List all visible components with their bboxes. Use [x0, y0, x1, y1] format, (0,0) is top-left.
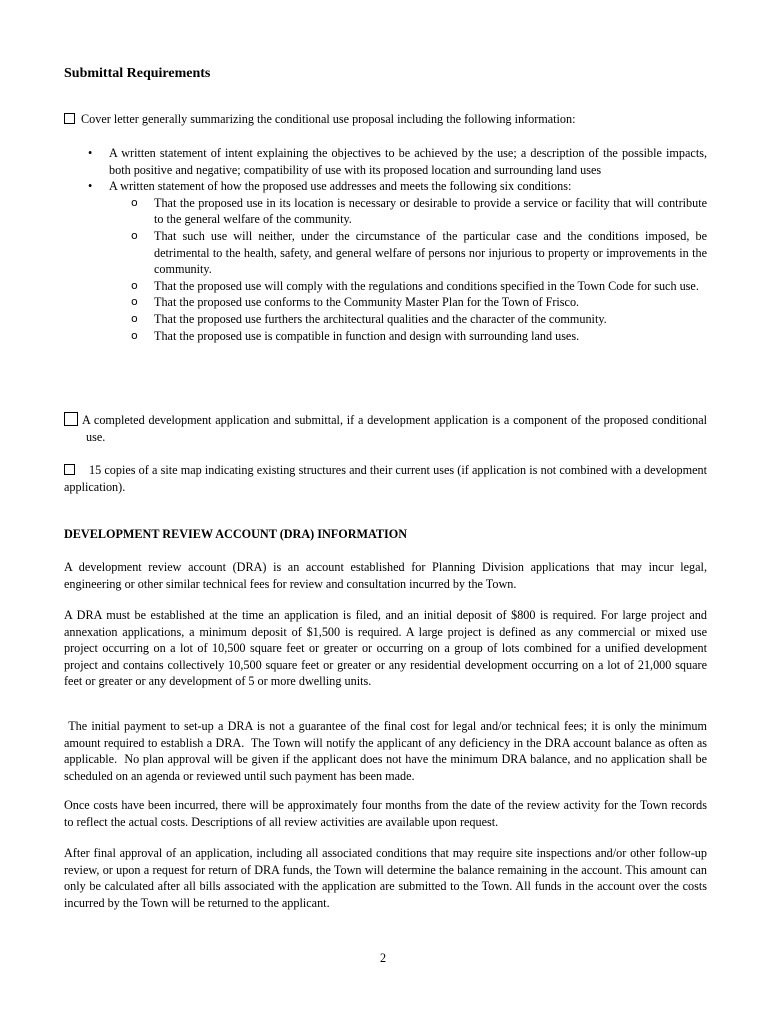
circle-bullet-icon: o: [131, 195, 138, 209]
condition-item: o That the proposed use in its location is necessary or desirable to provide a service or facility that will contribute to the general welfare of the community.: [131, 195, 707, 227]
checkbox-dev-application[interactable]: [64, 412, 78, 426]
cover-letter-bullets: [64, 145, 707, 344]
checklist-item-site-map: [64, 462, 707, 495]
dra-paragraph-1: A development review account (DRA) is an account established for Planning Division applications that may incur legal, engineering or other similar technical fees for review and consultation incurred by the Town.: [64, 560, 707, 591]
condition-item: o That the proposed use will comply with the regulations and conditions specified in the Town Code for such use.: [131, 278, 699, 293]
bullet-item: • A written statement of how the proposed use addresses and meets the following six conditions: o That the proposed use in its location is necessary or desirable to provide a service or facility that will contribute to the general welfare of the community. o That such use will neither, under the circumstance of the particular case and the conditions imposed, be detrimental to the health, safety, and general welfare of persons nor injurious to property or improvements in the community. o That the proposed use will comply with the regulations and conditions specified in the Town Code for such use. o That the proposed use conforms to the Community Master Plan for the Town of Frisco. o That the proposed use furthers the architectural qualities and the character of the community. o That the proposed use is compatible in function and design with surrounding land uses.: [88, 179, 707, 343]
dra-paragraph-4: Once costs have been incurred, there will be approximately four months from the date of the review activity for the Town records to reflect the actual costs. Descriptions of all review activities are available upon request.: [64, 798, 707, 829]
dev-application-text: A completed development application and submittal, if a development application is a component of the proposed conditional use.: [82, 413, 707, 444]
checklist-item-cover-letter: [64, 111, 707, 128]
circle-bullet-icon: o: [131, 228, 138, 242]
dra-paragraph-5: After final approval of an application, including all associated conditions that may require site inspections and/or other follow-up review, or upon a request for return of DRA funds, the Town will determine the balance remaining in the account. This amount can only be calculated after all bills associated with the application are submitted to the Town. All funds in the account over the costs incurred by the Town will be returned to the applicant.: [64, 846, 707, 910]
page-number: 2: [380, 951, 387, 965]
dra-heading: DEVELOPMENT REVIEW ACCOUNT (DRA) INFORMATION: [64, 527, 408, 541]
dra-paragraph-2: A DRA must be established at the time an application is filed, and an initial deposit of $800 is required. For large project and annexation applications, a minimum deposit of $1,500 is required. A large project is defined as any commercial or mixed use project occurring on a lot of 10,500 square feet or greater or occurring on a group of lots combined for a unified development project and contains collectively 10,500 square feet or greater or any residential development occurring on a lot of 21,000 square feet or greater or any development of 5 or more dwelling units.: [64, 608, 707, 689]
bullet-item: • A written statement of intent explaining the objectives to be achieved by the use; a description of the possible impacts, both positive and negative; compatibility of use with its proposed location and surrounding land uses: [88, 146, 707, 177]
cover-letter-text: Cover letter generally summarizing the conditional use proposal including the following information:: [81, 112, 576, 126]
section-title: Submittal Requirements: [64, 66, 211, 81]
circle-bullet-icon: o: [131, 328, 138, 342]
condition-item: o That the proposed use furthers the architectural qualities and the character of the community.: [131, 311, 607, 326]
bullet-icon: •: [88, 146, 93, 160]
checkbox-cover-letter[interactable]: [64, 113, 75, 124]
checklist-item-dev-application: [64, 412, 707, 445]
condition-item: o That the proposed use conforms to the Community Master Plan for the Town of Frisco.: [131, 295, 580, 310]
checkbox-site-map[interactable]: [64, 464, 75, 475]
condition-item: o That the proposed use is compatible in function and design with surrounding land uses.: [131, 328, 580, 343]
circle-bullet-icon: o: [131, 311, 138, 325]
condition-item: o That such use will neither, under the circumstance of the particular case and the conditions imposed, be detrimental to the health, safety, and general welfare of persons nor injurious to property or improvements in the community.: [131, 228, 707, 277]
bullet-icon: •: [88, 179, 93, 194]
circle-bullet-icon: o: [131, 295, 138, 309]
site-map-text: 15 copies of a site map indicating existing structures and their current uses (if application is not combined with a development application).: [64, 463, 707, 494]
circle-bullet-icon: o: [131, 278, 138, 292]
dra-paragraph-3: The initial payment to set-up a DRA is not a guarantee of the final cost for legal and/or technical fees; it is only the minimum amount required to establish a DRA. The Town will notify the applicant of any deficiency in the DRA account balance as often as applicable. No plan approval will be given if the applicant does not have the minimum DRA balance, and no application shall be scheduled on an agenda or reviewed until such payment has been made.: [64, 719, 711, 783]
